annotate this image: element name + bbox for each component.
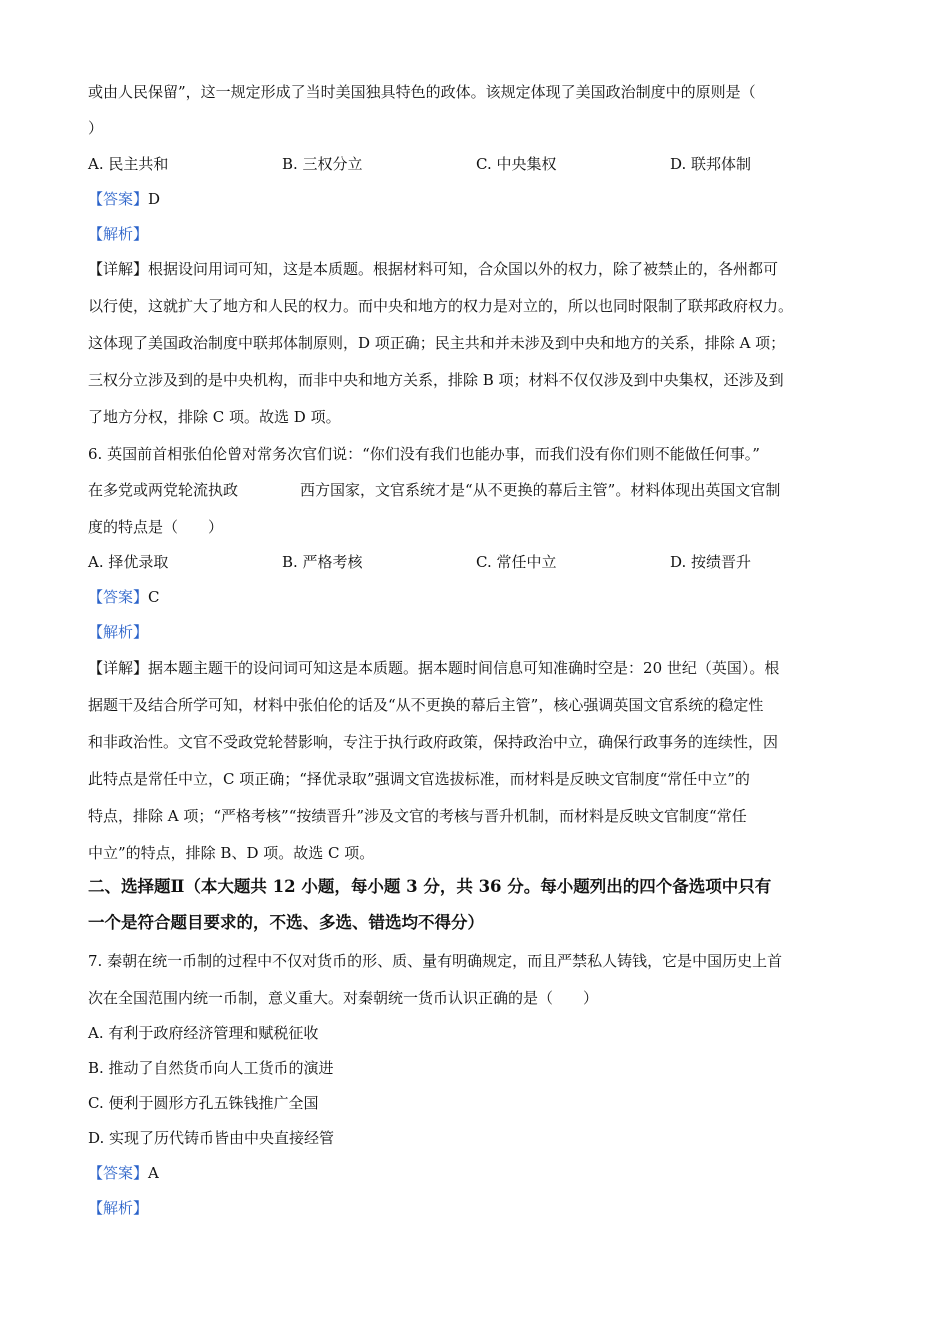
- q6-stem-line-2a: 在多党或两党轮流执政: [88, 481, 239, 499]
- q7-option-b: B. 推动了自然货币向人工货币的演进: [88, 1059, 334, 1077]
- q6-detail-line-6: 中立”的特点，排除 B、D 项。故选 C 项。: [88, 844, 375, 862]
- q5-option-c: C. 中央集权: [476, 155, 557, 173]
- detail-tag: 【详解】: [88, 260, 149, 278]
- q5-answer: [88, 189, 160, 209]
- q5-stem-line-1: 或由人民保留”，这一规定形成了当时美国独具特色的政体。该规定体现了美国政治制度中的原则是（: [88, 83, 756, 101]
- q7-analysis-tag: 【解析】: [88, 1199, 149, 1217]
- answer-tag: 【答案】: [88, 588, 149, 606]
- detail-tag: 【详解】: [88, 659, 149, 677]
- q5-analysis-tag: 【解析】: [88, 225, 149, 243]
- q7-answer: [88, 1163, 159, 1183]
- q7-option-a: A. 有利于政府经济管理和赋税征收: [88, 1024, 319, 1042]
- q5-detail-line-1: [88, 259, 778, 279]
- answer-value: C: [148, 588, 160, 606]
- detail-text: 据本题主题干的设问词可知这是本质题。据本题时间信息可知准确时空是：20 世纪（英国）。根: [148, 659, 780, 677]
- q5-detail-line-5: 了地方分权，排除 C 项。故选 D 项。: [88, 408, 341, 426]
- q6-stem-line-1: 6. 英国前首相张伯伦曾对常务次官们说：“你们没有我们也能办事，而我们没有你们则不能做任何事。”: [88, 445, 760, 463]
- q5-detail-line-3: 这体现了美国政治制度中联邦体制原则，D 项正确；民主共和并未涉及到中央和地方的关系，排除 A 项；: [88, 334, 786, 352]
- q7-stem-line-1: 7. 秦朝在统一币制的过程中不仅对货币的形、质、量有明确规定，而且严禁私人铸钱，它是中国历史上首: [88, 952, 783, 970]
- answer-tag: 【答案】: [88, 1164, 149, 1182]
- detail-text: 根据设问用词可知，这是本质题。根据材料可知，合众国以外的权力，除了被禁止的，各州都可: [148, 260, 779, 278]
- answer-value: D: [148, 190, 161, 208]
- section-2-heading-line-2: 一个是符合题目要求的，不选、多选、错选均不得分）: [88, 913, 484, 932]
- answer-value: A: [148, 1164, 159, 1182]
- q6-answer: [88, 587, 160, 607]
- q6-option-a: A. 择优录取: [88, 553, 169, 571]
- q6-analysis-tag: 【解析】: [88, 623, 149, 641]
- q6-detail-line-1: [88, 658, 779, 678]
- answer-tag: 【答案】: [88, 190, 149, 208]
- q5-option-b: B. 三权分立: [282, 155, 363, 173]
- q6-stem-line-2b: 西方国家，文官系统才是“从不更换的幕后主管”。材料体现出英国文官制: [300, 481, 781, 499]
- q6-option-b: B. 严格考核: [282, 553, 363, 571]
- q6-stem-line-3: 度的特点是（ ）: [88, 518, 224, 536]
- section-2-heading-line-1: 二、选择题Ⅱ（本大题共 12 小题，每小题 3 分，共 36 分。每小题列出的四个备选项中只有: [88, 877, 772, 896]
- q6-option-c: C. 常任中立: [476, 553, 557, 571]
- q5-detail-line-4: 三权分立涉及到的是中央机构，而非中央和地方关系，排除 B 项；材料不仅仅涉及到中央集权，还涉及到: [88, 371, 784, 389]
- q6-detail-line-5: 特点，排除 A 项；“严格考核”“按绩晋升”涉及文官的考核与晋升机制，而材料是反映文官制度“常任: [88, 807, 747, 825]
- q6-detail-line-3: 和非政治性。文官不受政党轮替影响，专注于执行政府政策，保持政治中立，确保行政事务的连续性，因: [88, 733, 779, 751]
- q5-option-d: D. 联邦体制: [670, 155, 752, 173]
- q5-option-a: A. 民主共和: [88, 155, 169, 173]
- q7-option-c: C. 便利于圆形方孔五铢钱推广全国: [88, 1094, 319, 1112]
- q7-option-d: D. 实现了历代铸币皆由中央直接经管: [88, 1129, 335, 1147]
- q6-option-d: D. 按绩晋升: [670, 553, 752, 571]
- q7-stem-line-2: 次在全国范围内统一币制，意义重大。对秦朝统一货币认识正确的是（ ）: [88, 989, 599, 1007]
- q5-stem-line-2: ）: [88, 119, 104, 137]
- q5-detail-line-2: 以行使，这就扩大了地方和人民的权力。而中央和地方的权力是对立的，所以也同时限制了联邦政府权力。: [88, 297, 794, 315]
- q6-detail-line-2: 据题干及结合所学可知，材料中张伯伦的话及“从不更换的幕后主管”，核心强调英国文官系统的稳定性: [88, 696, 764, 714]
- q6-detail-line-4: 此特点是常任中立，C 项正确；“择优录取”强调文官选拔标准，而材料是反映文官制度“常任中立”的: [88, 770, 750, 788]
